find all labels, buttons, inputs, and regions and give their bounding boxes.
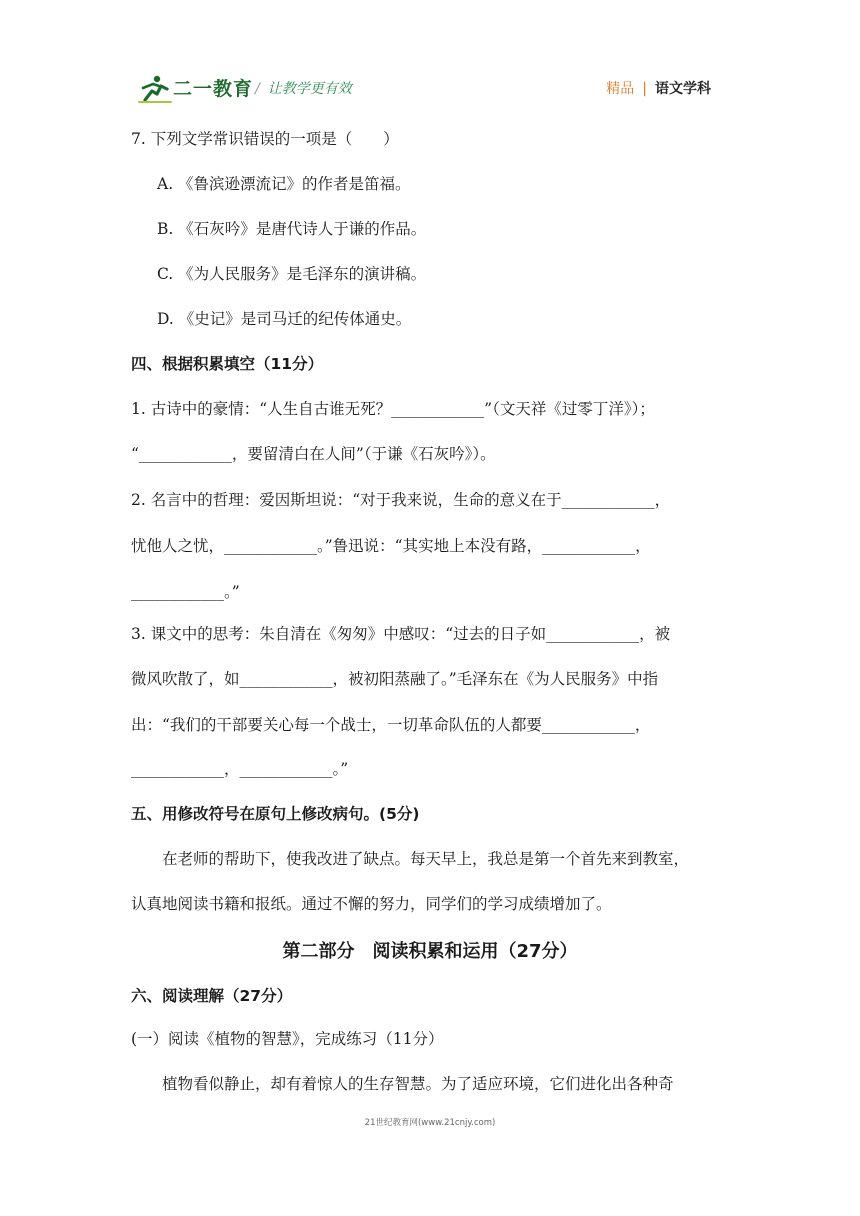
page-footer: 21世纪教育网(www.21cnjy.com) (364, 1118, 496, 1128)
badge-jingpin: 精品 (606, 81, 635, 97)
section4-title: 四、根据积累填空（11分） (131, 355, 324, 373)
section6-title: 六、阅读理解（27分） (131, 987, 293, 1005)
s4-line: 2. 名言中的哲理：爱因斯坦说：“对于我来说，生命的意义在于____________， (131, 491, 671, 509)
s4-line: 忧他人之忧，____________。”鲁迅说：“其实地上本没有路，____________， (131, 537, 651, 555)
s4-line: ____________。” (131, 583, 240, 601)
subject-badge: 精品 | 语文学科 (606, 81, 711, 97)
badge-subject: 语文学科 (655, 81, 711, 97)
s5-line-2: 认真地阅读书籍和报纸。通过不懈的努力，同学们的学习成绩增加了。 (131, 895, 612, 913)
s4-line: 出：“我们的干部要关心每一个战士，一切革命队伍的人都要____________， (131, 716, 651, 734)
s6-paragraph: 植物看似静止，却有着惊人的生存智慧。为了适应环境，它们进化出各种奇 (162, 1075, 674, 1093)
s4-line: ____________，____________。” (131, 760, 349, 778)
section6-subtitle: (一）阅读《植物的智慧》，完成练习（11分） (131, 1030, 444, 1048)
s4-line: 微风吹散了，如____________，被初阳蒸融了。”毛泽东在《为人民服务》中指 (131, 670, 659, 688)
page-header (137, 70, 717, 106)
q7-option-d: D. 《史记》是司马迁的纪传体通史。 (157, 310, 412, 328)
s5-line-1: 在老师的帮助下，使我改进了缺点。每天早上，我总是第一个首先来到教室， (162, 850, 690, 868)
slogan-text: 让教学更有效 (267, 81, 352, 97)
q7-option-b: B. 《石灰吟》是唐代诗人于谦的作品。 (157, 220, 427, 238)
section5-title: 五、用修改符号在原句上修改病句。(5分) (131, 805, 420, 823)
logo-text: 二一教育 (173, 78, 254, 100)
q7-option-c: C. 《为人民服务》是毛泽东的演讲稿。 (157, 265, 427, 283)
q7-option-a: A. 《鲁滨逊漂流记》的作者是笛福。 (157, 175, 411, 193)
s4-line: “____________，要留清白在人间”（于谦《石灰吟》）。 (131, 445, 496, 463)
slogan: / 让教学更有效 (255, 81, 352, 97)
s4-line: 3. 课文中的思考：朱自清在《匆匆》中感叹：“过去的日子如____________，被 (131, 625, 671, 643)
part2-title: 第二部分 阅读积累和运用（27分） (282, 941, 578, 962)
q7-question: 7. 下列文学常识错误的一项是（ ） (131, 130, 399, 148)
s4-line: 1. 古诗中的豪情：“人生自古谁无死？____________”（文天祥《过零丁洋》）； (131, 400, 655, 418)
